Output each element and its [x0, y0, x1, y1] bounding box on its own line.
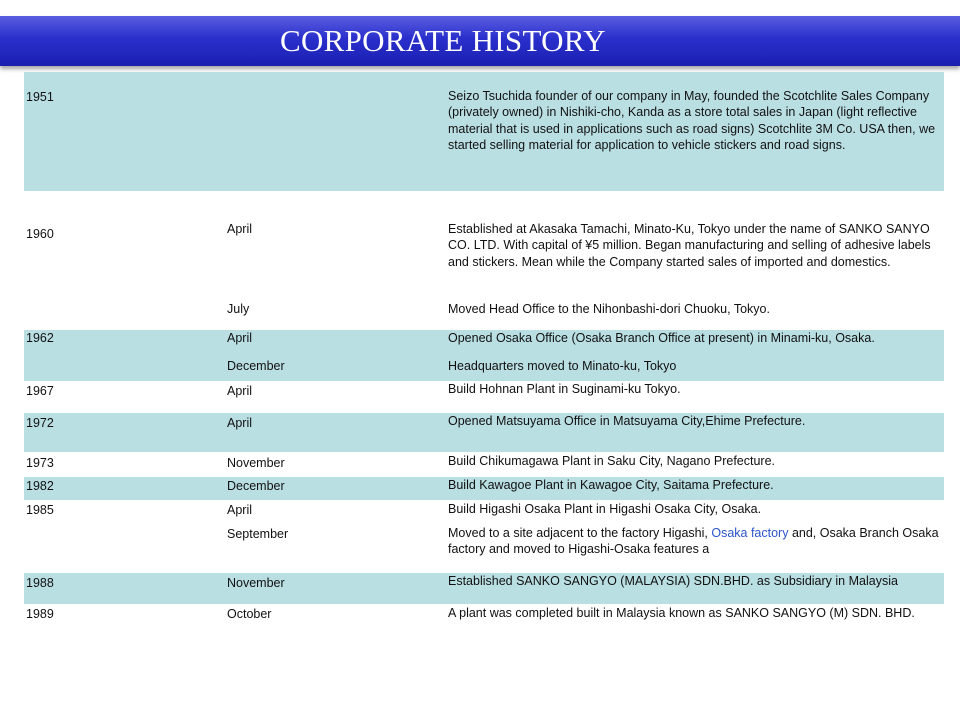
year-cell: 1988: [26, 576, 54, 590]
year-cell: 1985: [26, 503, 54, 517]
event-cell: Opened Matsuyama Office in Matsuyama City,Ehime Prefecture.: [448, 414, 806, 428]
event-text: Moved to a site adjacent to the factory Higashi,: [448, 526, 712, 540]
history-row: [24, 413, 944, 452]
month-cell: April: [227, 416, 253, 430]
event-cell: Moved Head Office to the Nihonbashi-dori Chuoku, Tokyo.: [448, 302, 770, 316]
month-cell: April: [227, 503, 253, 517]
osaka-factory-link[interactable]: Osaka factory: [711, 526, 789, 540]
event-cell: Headquarters moved to Minato-ku, Tokyo: [448, 359, 677, 373]
month-cell: April: [227, 222, 253, 236]
event-cell: Build Hohnan Plant in Suginami-ku Tokyo.: [448, 382, 681, 396]
history-row: [24, 477, 944, 500]
event-cell: Build Kawagoe Plant in Kawagoe City, Saitama Prefecture.: [448, 478, 774, 492]
month-cell: December: [227, 479, 285, 493]
year-cell: 1951: [26, 90, 54, 104]
event-cell: Established SANKO SANGYO (MALAYSIA) SDN.BHD. as Subsidiary in Malaysia: [448, 574, 898, 588]
event-cell: Opened Osaka Office (Osaka Branch Office at present) in Minami-ku, Osaka.: [448, 331, 875, 345]
year-cell: 1973: [26, 456, 54, 470]
history-row: [24, 453, 944, 477]
history-row: [24, 212, 944, 292]
page-title: CORPORATE HISTORY: [280, 23, 606, 58]
history-row: [24, 501, 944, 573]
event-cell: A plant was completed built in Malaysia known as SANKO SANGYO (M) SDN. BHD.: [448, 606, 915, 620]
history-row: [24, 330, 944, 381]
year-cell: 1982: [26, 479, 54, 493]
event-cell: [448, 525, 940, 558]
history-row: [24, 292, 944, 328]
month-cell: October: [227, 607, 272, 621]
history-row: [24, 72, 944, 191]
event-cell: Build Chikumagawa Plant in Saku City, Nagano Prefecture.: [448, 454, 776, 468]
year-cell: 1962: [26, 331, 54, 345]
year-cell: 1989: [26, 607, 54, 621]
year-cell: 1972: [26, 416, 54, 430]
month-cell: December: [227, 359, 285, 373]
month-cell: November: [227, 576, 285, 590]
year-cell: 1960: [26, 227, 54, 241]
history-row: [24, 573, 944, 604]
history-row: [24, 605, 944, 645]
month-cell: April: [227, 331, 253, 345]
event-cell: Established at Akasaka Tamachi, Minato-Ku, Tokyo under the name of SANKO SANYO CO. LTD. With capital of ¥5 million. Began manufacturing and selling of adhesive labels and stickers. Mean while the Company started sales of imported and domestics.: [448, 222, 931, 269]
title-banner: [0, 16, 960, 66]
month-cell: November: [227, 456, 285, 470]
month-cell: July: [227, 302, 250, 316]
year-cell: 1967: [26, 384, 54, 398]
event-text: and, Osaka Branch Osaka factory and moved to Higashi-Osaka features a: [448, 526, 939, 557]
event-cell: Build Higashi Osaka Plant in Higashi Osaka City, Osaka.: [448, 502, 762, 516]
event-cell: Seizo Tsuchida founder of our company in May, founded the Scotchlite Sales Company (privately owned) in Nishiki-cho, Kanda as a store total sales in Japan (light reflective material that is used in applications such as road signs) Scotchlite 3M Co. USA then, we started selling material for application to vehicle stickers and road signs.: [448, 89, 936, 152]
history-row: [24, 381, 944, 413]
month-cell: September: [227, 527, 289, 541]
month-cell: April: [227, 384, 253, 398]
